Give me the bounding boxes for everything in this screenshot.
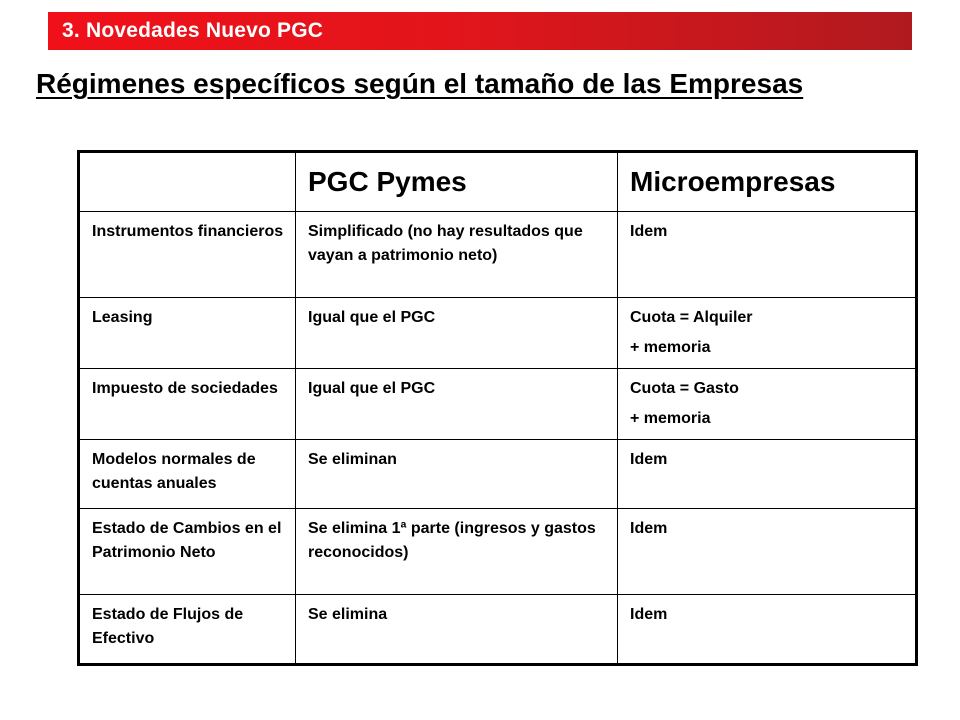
micro-cell xyxy=(618,595,917,665)
micro-line: Idem xyxy=(630,223,668,240)
header-cell-pymes: PGC Pymes xyxy=(296,152,618,212)
micro-line: Idem xyxy=(630,451,668,468)
section-header-bar xyxy=(48,12,912,50)
micro-line: + memoria xyxy=(630,339,711,356)
concept-cell: Instrumentos financieros xyxy=(79,212,296,298)
section-label: 3. Novedades Nuevo PGC xyxy=(62,19,324,42)
micro-cell xyxy=(618,440,917,509)
table-row xyxy=(79,509,917,595)
concept-cell: Modelos normales de cuentas anuales xyxy=(79,440,296,509)
micro-line: + memoria xyxy=(630,410,711,427)
table-row xyxy=(79,369,917,440)
table-header-row xyxy=(79,152,917,212)
table-row xyxy=(79,298,917,369)
micro-cell xyxy=(618,212,917,298)
pymes-cell: Se elimina 1ª parte (ingresos y gastos reconocidos) xyxy=(296,509,618,595)
table-row xyxy=(79,440,917,509)
pymes-cell: Se elimina xyxy=(296,595,618,665)
micro-line: Idem xyxy=(630,606,668,623)
header-cell-empty xyxy=(79,152,296,212)
pymes-cell: Igual que el PGC xyxy=(296,369,618,440)
comparison-table xyxy=(77,150,918,666)
concept-cell: Leasing xyxy=(79,298,296,369)
micro-line: Cuota = Alquiler xyxy=(630,309,753,326)
slide-title: Régimenes específicos según el tamaño de las Empresas xyxy=(36,68,804,99)
pymes-cell: Se eliminan xyxy=(296,440,618,509)
concept-cell: Estado de Flujos de Efectivo xyxy=(79,595,296,665)
micro-cell xyxy=(618,369,917,440)
micro-line: Idem xyxy=(630,520,668,537)
micro-line: Cuota = Gasto xyxy=(630,380,739,397)
micro-cell xyxy=(618,509,917,595)
header-cell-micro: Microempresas xyxy=(618,152,917,212)
pymes-cell: Simplificado (no hay resultados que vayan a patrimonio neto) xyxy=(296,212,618,298)
concept-cell: Estado de Cambios en el Patrimonio Neto xyxy=(79,509,296,595)
concept-cell: Impuesto de sociedades xyxy=(79,369,296,440)
table-row xyxy=(79,212,917,298)
table-row xyxy=(79,595,917,665)
pymes-cell: Igual que el PGC xyxy=(296,298,618,369)
micro-cell xyxy=(618,298,917,369)
